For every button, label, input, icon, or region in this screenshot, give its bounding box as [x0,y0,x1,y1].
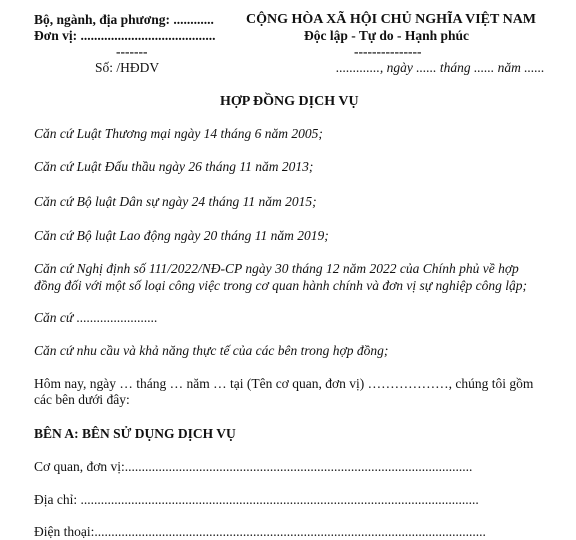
basis-item-continued: đồng đối với một số loại công việc trong cơ quan hành chính và đơn vị sự nghiệp công lập; [34,278,528,293]
basis-item: Căn cứ Luật Thương mại ngày 14 tháng 6 năm 2005; [34,126,323,141]
date-line: ............., ngày ...... tháng ...... năm ...... [336,60,545,75]
right-rule: --------------- [354,44,422,59]
ministry-line: Bộ, ngành, địa phương: ............ [34,12,214,27]
party-a-phone-field: Điện thoại:.................................................................................................................... [34,524,486,539]
basis-item: Căn cứ ........................ [34,310,158,325]
unit-line: Đơn vị: ........................................ [34,28,216,43]
left-rule: ------- [116,44,148,59]
basis-item: Căn cứ Nghị định số 111/2022/NĐ-CP ngày 30 tháng 12 năm 2022 của Chính phủ về hợp [34,261,519,276]
document-title: HỢP ĐỒNG DỊCH VỤ [220,94,359,109]
national-title: CỘNG HÒA XÃ HỘI CHỦ NGHĨA VIỆT NAM [246,12,537,27]
party-a-heading: BÊN A: BÊN SỬ DỤNG DỊCH VỤ [34,426,236,441]
intro-line: Hôm nay, ngày … tháng … năm … tại (Tên cơ quan, đơn vị) ………………, chúng tôi gồm [34,376,534,391]
national-motto: Độc lập - Tự do - Hạnh phúc [304,28,470,43]
party-a-org-field: Cơ quan, đơn vị:....................................................................................................... [34,459,473,474]
basis-item: Căn cứ Luật Đấu thầu ngày 26 tháng 11 năm 2013; [34,159,314,174]
document-number: Số: /HĐDV [95,60,160,75]
basis-item: Căn cứ nhu cầu và khả năng thực tế của các bên trong hợp đồng; [34,343,389,358]
basis-item: Căn cứ Bộ luật Dân sự ngày 24 tháng 11 năm 2015; [34,194,317,209]
party-a-address-field: Địa chỉ: ...................................................................................................................... [34,492,479,507]
basis-item: Căn cứ Bộ luật Lao động ngày 20 tháng 11 năm 2019; [34,228,329,243]
intro-line-continued: các bên dưới đây: [34,392,130,407]
